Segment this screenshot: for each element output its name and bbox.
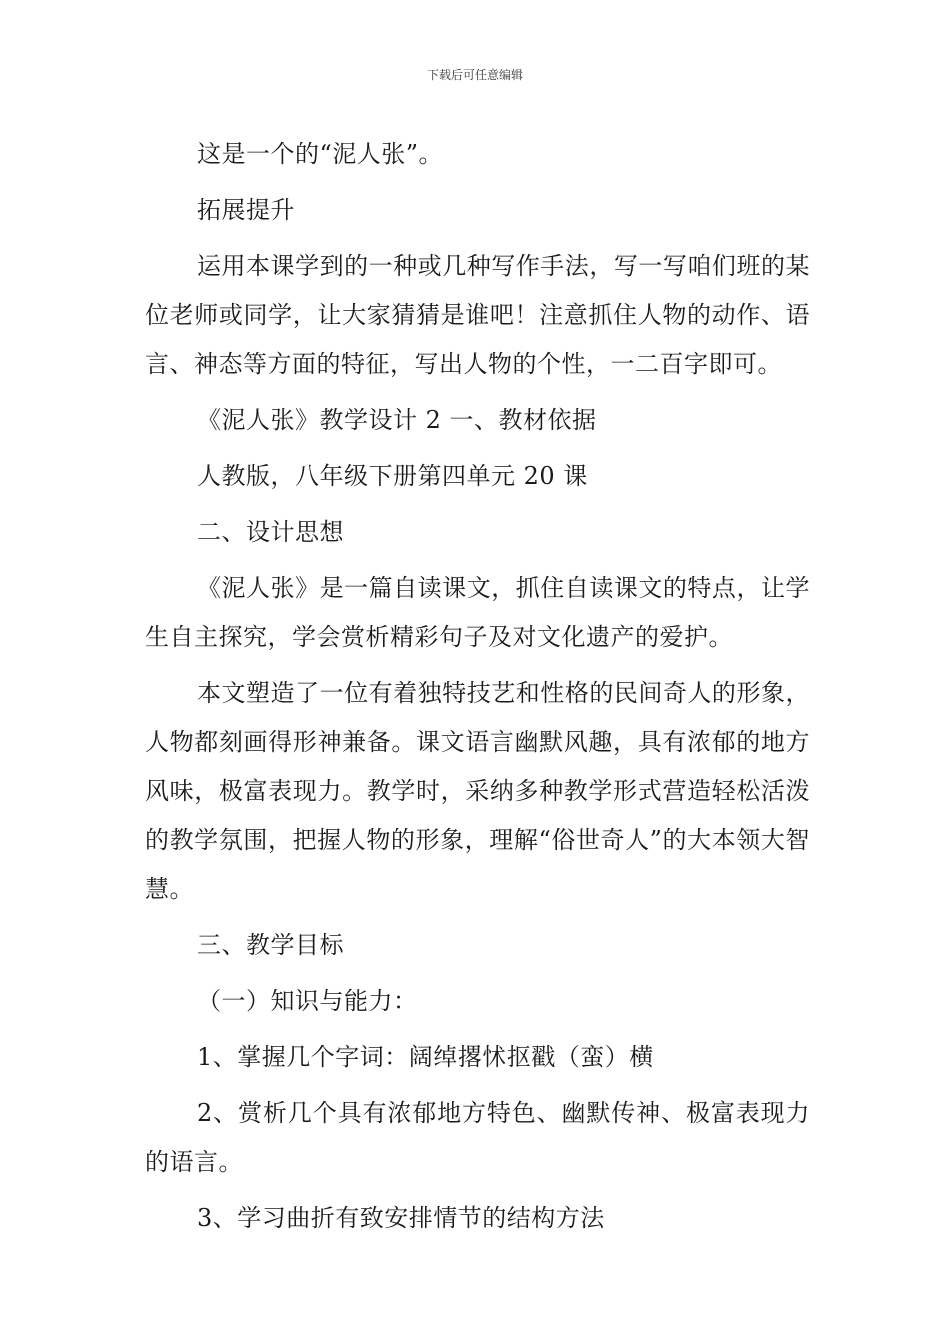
paragraph: 《泥人张》是一篇自读课文，抓住自读课文的特点，让学生自主探究，学会赏析精彩句子及对文化遗产的爱护。: [145, 574, 810, 651]
subsection-heading: （一）知识与能力：: [197, 987, 418, 1015]
page-header: 下载后可任意编辑: [426, 68, 523, 82]
section-heading: 三、教学目标: [197, 931, 344, 959]
list-item: 3、学习曲折有致安排情节的结构方法: [197, 1204, 605, 1232]
paragraph: 《泥人张》教学设计 2 一、教材依据: [197, 406, 597, 434]
paragraph: 这是一个的“泥人张”。: [197, 140, 444, 168]
document-body: [145, 130, 810, 1243]
section-heading: 拓展提升: [197, 196, 295, 224]
paragraph: 人教版，八年级下册第四单元 20 课: [197, 462, 588, 490]
paragraph: 本文塑造了一位有着独特技艺和性格的民间奇人的形象，人物都刻画得形神兼备。课文语言幽默风趣，具有浓郁的地方风味，极富表现力。教学时，采纳多种教学形式营造轻松活泼的教学氛围，把握人物的形象，理解“俗世奇人”的大本领大智慧。: [145, 679, 810, 903]
paragraph: 运用本课学到的一种或几种写作手法，写一写咱们班的某位老师或同学，让大家猜猜是谁吧！注意抓住人物的动作、语言、神态等方面的特征，写出人物的个性，一二百字即可。: [145, 252, 810, 378]
list-item: 2、赏析几个具有浓郁地方特色、幽默传神、极富表现力的语言。: [145, 1099, 810, 1176]
section-heading: 二、设计思想: [197, 518, 344, 546]
list-item: 1、掌握几个字词：阔绰撂怵抠戳（蛮）横: [197, 1043, 654, 1071]
